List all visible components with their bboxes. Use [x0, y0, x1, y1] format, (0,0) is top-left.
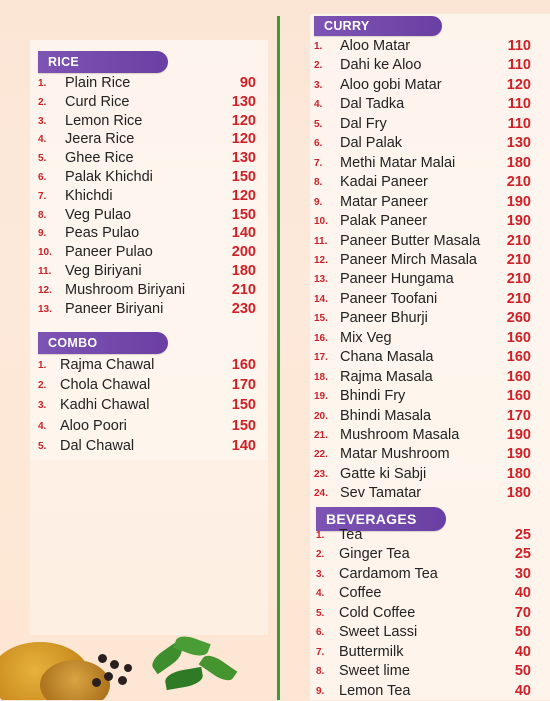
item-number: 5. — [38, 440, 47, 452]
item-number: 5. — [316, 607, 325, 619]
item-number: 11. — [38, 266, 52, 277]
menu-item — [314, 446, 531, 464]
item-name: Sweet lime — [339, 663, 410, 680]
item-price: 170 — [506, 407, 531, 424]
item-number: 3. — [316, 568, 325, 580]
item-price: 130 — [231, 150, 256, 167]
menu-item — [38, 188, 256, 206]
item-price: 160 — [506, 349, 531, 366]
item-name: Chola Chawal — [60, 377, 151, 394]
menu-item — [38, 282, 256, 300]
combo-section — [38, 332, 256, 454]
item-price: 160 — [231, 357, 256, 373]
menu-item — [314, 310, 531, 328]
item-price: 190 — [506, 213, 531, 230]
item-price: 50 — [514, 663, 531, 680]
menu-item — [314, 485, 531, 503]
item-name: Palak Paneer — [340, 213, 428, 230]
column-divider — [277, 16, 280, 700]
menu-item — [314, 96, 531, 114]
item-price: 160 — [506, 368, 531, 385]
menu-item — [316, 605, 531, 623]
curry-section — [314, 16, 531, 502]
item-number: 9. — [316, 685, 325, 697]
item-name: Mushroom Biriyani — [65, 281, 186, 298]
item-name: Matar Paneer — [340, 193, 428, 210]
item-price: 70 — [514, 604, 531, 621]
menu-item — [314, 349, 531, 367]
item-price: 40 — [514, 643, 531, 660]
item-name: Mix Veg — [340, 329, 392, 346]
item-price: 150 — [231, 206, 256, 223]
rice-section — [38, 51, 256, 317]
menu-item — [38, 113, 256, 131]
item-number: 21. — [314, 430, 328, 441]
item-name: Rajma Masala — [340, 368, 433, 385]
item-number: 14. — [314, 293, 328, 305]
peppercorn-icon — [98, 654, 107, 663]
item-price: 170 — [231, 377, 256, 394]
item-price: 210 — [506, 174, 531, 191]
item-price: 210 — [231, 281, 256, 298]
peppercorn-icon — [92, 678, 101, 687]
item-number: 5. — [38, 153, 47, 165]
menu-item — [38, 207, 256, 225]
rice-heading: RICE — [38, 51, 168, 73]
item-number: 3. — [38, 115, 47, 127]
item-number: 6. — [316, 627, 325, 639]
item-number: 8. — [314, 177, 323, 189]
menu-item — [38, 225, 256, 243]
item-number: 1. — [38, 78, 47, 89]
item-price: 210 — [506, 232, 531, 249]
item-price: 140 — [231, 225, 256, 242]
item-number: 13. — [314, 274, 328, 286]
menu-item — [314, 330, 531, 348]
menu-item — [316, 566, 531, 584]
item-name: Sweet Lassi — [339, 624, 418, 641]
item-name: Dal Palak — [340, 135, 403, 152]
menu-item — [38, 150, 256, 168]
item-name: Dal Chawal — [60, 437, 135, 454]
item-number: 20. — [314, 410, 328, 422]
item-price: 130 — [231, 93, 256, 110]
menu-item — [314, 427, 531, 445]
item-name: Paneer Toofani — [340, 290, 438, 307]
item-price: 120 — [231, 187, 256, 204]
item-price: 160 — [506, 388, 531, 405]
menu-item — [38, 131, 256, 149]
item-number: 1. — [314, 41, 323, 52]
menu-item — [314, 291, 531, 309]
item-name: Mushroom Masala — [340, 427, 460, 443]
item-number: 19. — [314, 391, 328, 403]
combo-heading: COMBO — [38, 332, 168, 354]
item-number: 11. — [314, 235, 328, 247]
item-number: 7. — [38, 190, 47, 202]
item-number: 3. — [38, 400, 47, 412]
menu-item — [38, 94, 256, 112]
item-price: 25 — [514, 546, 531, 563]
item-number: 12. — [38, 284, 52, 296]
item-name: Dal Fry — [340, 115, 387, 132]
peppercorn-icon — [124, 664, 132, 672]
item-number: 6. — [38, 172, 47, 183]
item-number: 8. — [316, 666, 325, 678]
curry-leaf-icon — [164, 667, 204, 690]
item-price: 190 — [506, 427, 531, 443]
menu-item — [314, 194, 531, 212]
item-price: 40 — [514, 682, 531, 699]
item-price: 50 — [514, 624, 531, 641]
item-price: 30 — [514, 565, 531, 582]
item-name: Veg Biriyani — [65, 263, 142, 279]
menu-item — [38, 397, 256, 415]
item-price: 150 — [231, 397, 256, 414]
menu-item — [316, 644, 531, 662]
item-name: Peas Pulao — [65, 225, 140, 242]
item-price: 260 — [506, 310, 531, 327]
item-number: 10. — [38, 247, 52, 259]
menu-item — [316, 527, 531, 545]
menu-item — [38, 75, 256, 93]
item-price: 90 — [239, 75, 256, 91]
menu-item — [314, 116, 531, 134]
item-number: 10. — [314, 216, 328, 228]
item-price: 210 — [506, 271, 531, 288]
item-number: 8. — [38, 209, 47, 221]
item-name: Bhindi Fry — [340, 388, 406, 405]
menu-item — [314, 233, 531, 251]
item-price: 150 — [231, 417, 256, 434]
item-price: 180 — [506, 465, 531, 482]
item-number: 7. — [316, 646, 325, 658]
item-name: Paneer Mirch Masala — [340, 251, 477, 268]
peppercorn-icon — [110, 660, 119, 669]
item-price: 110 — [507, 38, 531, 54]
item-number: 16. — [314, 332, 328, 344]
menu-item — [314, 252, 531, 270]
peppercorn-icon — [104, 672, 113, 681]
item-name: Paneer Bhurji — [340, 310, 428, 327]
item-price: 120 — [506, 76, 531, 93]
menu-item — [38, 301, 256, 319]
item-name: Rajma Chawal — [60, 357, 155, 373]
menu-item — [38, 169, 256, 187]
item-number: 24. — [314, 488, 328, 500]
left-menu-panel-lower — [30, 460, 268, 635]
menu-item — [316, 585, 531, 603]
item-number: 4. — [314, 99, 323, 111]
item-price: 210 — [506, 290, 531, 307]
menu-item — [38, 263, 256, 281]
item-name: Plain Rice — [65, 75, 131, 91]
item-number: 9. — [314, 196, 323, 208]
item-name: Gatte ki Sabji — [340, 465, 427, 482]
item-name: Cardamom Tea — [339, 565, 438, 582]
item-name: Sev Tamatar — [340, 485, 422, 502]
item-name: Paneer Biriyani — [65, 300, 164, 317]
item-number: 15. — [314, 313, 328, 325]
beverages-heading: BEVERAGES — [316, 507, 446, 531]
item-number: 2. — [38, 380, 47, 392]
menu-item — [314, 38, 531, 56]
item-price: 140 — [231, 437, 256, 454]
item-price: 150 — [231, 169, 256, 185]
item-number: 9. — [38, 228, 47, 240]
item-number: 6. — [314, 138, 323, 150]
item-number: 18. — [314, 371, 328, 383]
item-name: Paneer Butter Masala — [340, 232, 481, 249]
item-price: 110 — [507, 96, 531, 113]
curry-leaf-icon — [199, 651, 238, 685]
item-name: Kadhi Chawal — [60, 397, 150, 414]
curry-heading: CURRY — [314, 16, 442, 36]
item-price: 120 — [231, 131, 256, 148]
item-number: 2. — [38, 96, 47, 108]
item-price: 180 — [506, 485, 531, 502]
item-price: 130 — [506, 135, 531, 152]
menu-item — [314, 369, 531, 387]
menu-item — [38, 377, 256, 395]
menu-item — [314, 466, 531, 484]
menu-item — [314, 388, 531, 406]
item-name: Paneer Pulao — [65, 244, 153, 261]
item-name: Paneer Hungama — [340, 271, 454, 288]
item-number: 17. — [314, 352, 328, 364]
menu-item — [314, 213, 531, 231]
item-number: 4. — [38, 420, 47, 432]
item-name: Curd Rice — [65, 93, 130, 110]
menu-item — [316, 624, 531, 642]
item-name: Matar Mushroom — [340, 446, 450, 463]
item-price: 25 — [514, 527, 531, 543]
menu-item — [314, 155, 531, 173]
item-number: 4. — [38, 134, 47, 146]
menu-item — [314, 408, 531, 426]
item-price: 110 — [507, 115, 531, 132]
menu-item — [314, 174, 531, 192]
item-number: 4. — [316, 588, 325, 600]
item-price: 110 — [507, 57, 531, 74]
item-name: Tea — [339, 527, 363, 543]
item-number: 7. — [314, 157, 323, 169]
menu-item — [314, 135, 531, 153]
item-name: Aloo gobi Matar — [340, 76, 442, 93]
item-name: Veg Pulao — [65, 206, 132, 223]
menu-item — [316, 663, 531, 681]
item-price: 160 — [506, 329, 531, 346]
peppercorn-icon — [118, 676, 127, 685]
item-number: 23. — [314, 468, 328, 480]
item-number: 2. — [316, 549, 325, 561]
item-name: Buttermilk — [339, 643, 404, 660]
menu-item — [38, 244, 256, 262]
item-number: 5. — [314, 118, 323, 130]
item-name: Khichdi — [65, 187, 113, 204]
item-name: Aloo Matar — [340, 38, 411, 54]
menu-item — [314, 57, 531, 75]
item-number: 12. — [314, 254, 328, 266]
item-price: 180 — [231, 263, 256, 279]
item-name: Methi Matar Malai — [340, 154, 456, 171]
item-number: 2. — [314, 60, 323, 72]
item-name: Jeera Rice — [65, 131, 135, 148]
item-name: Dal Tadka — [340, 96, 405, 113]
item-name: Coffee — [339, 585, 382, 602]
item-name: Bhindi Masala — [340, 407, 432, 424]
item-name: Dahi ke Aloo — [340, 57, 422, 74]
item-number: 13. — [38, 303, 52, 315]
item-name: Palak Khichdi — [65, 169, 153, 185]
item-price: 200 — [231, 244, 256, 261]
menu-item — [314, 77, 531, 95]
menu-item — [316, 683, 531, 701]
menu-item — [38, 357, 256, 375]
item-number: 1. — [38, 360, 47, 371]
item-name: Lemon Tea — [339, 682, 411, 699]
spice-illustration — [0, 620, 250, 700]
item-name: Kadai Paneer — [340, 174, 428, 191]
item-number: 1. — [316, 530, 325, 541]
item-price: 190 — [506, 193, 531, 210]
menu-item — [38, 438, 256, 456]
item-name: Cold Coffee — [339, 604, 416, 621]
item-number: 3. — [314, 79, 323, 91]
item-price: 230 — [231, 300, 256, 317]
item-price: 180 — [506, 154, 531, 171]
item-number: 22. — [314, 449, 328, 461]
item-name: Aloo Poori — [60, 417, 127, 434]
menu-item — [38, 418, 256, 436]
menu-item — [316, 546, 531, 564]
item-name: Ghee Rice — [65, 150, 134, 167]
item-price: 40 — [514, 585, 531, 602]
beverages-section — [316, 507, 531, 699]
item-name: Chana Masala — [340, 349, 434, 366]
item-price: 120 — [231, 112, 256, 129]
item-price: 210 — [506, 251, 531, 268]
item-name: Lemon Rice — [65, 112, 143, 129]
item-price: 190 — [506, 446, 531, 463]
menu-item — [314, 271, 531, 289]
item-name: Ginger Tea — [339, 546, 410, 563]
